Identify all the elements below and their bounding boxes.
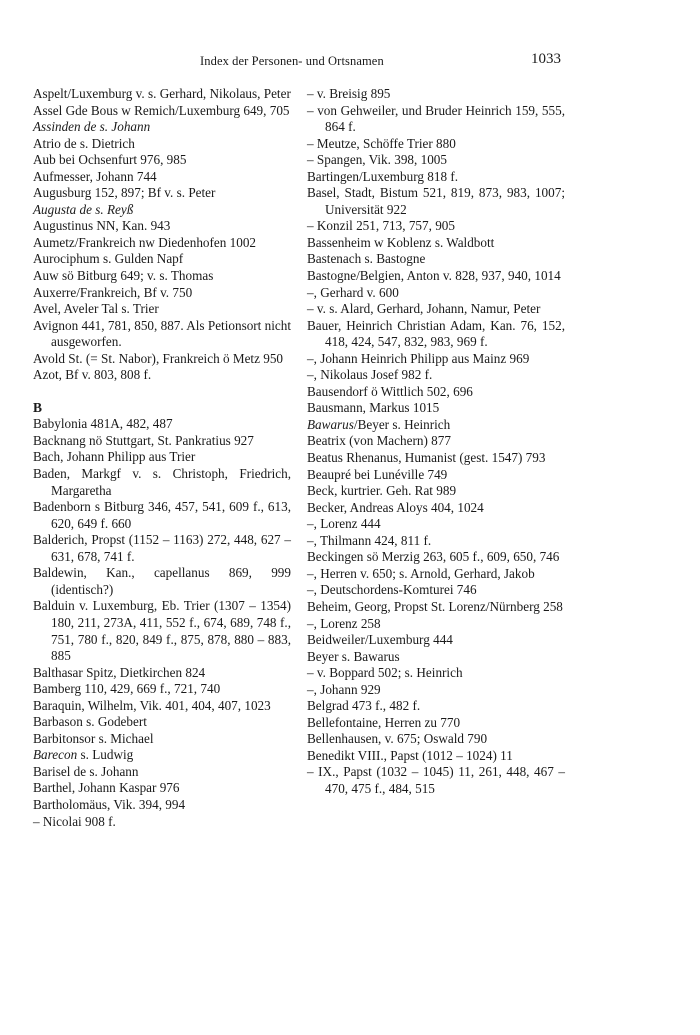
index-entry [307, 417, 565, 434]
index-entry: Auw sö Bitburg 649; v. s. Thomas [33, 268, 214, 284]
entry-italic-head: Barecon [33, 747, 78, 763]
index-entry: Balthasar Spitz, Dietkirchen 824 [33, 664, 206, 680]
index-entry: – v. s. Alard, Gerhard, Johann, Namur, Peter [307, 301, 541, 317]
index-entry: Beyer s. Bawarus [307, 648, 400, 664]
index-entry: Aspelt/Luxemburg v. s. Gerhard, Nikolaus, Peter [33, 86, 291, 101]
index-entry: Belgrad 473 f., 482 f. [307, 698, 421, 714]
index-entry: Azot, Bf v. 803, 808 f. [33, 367, 152, 383]
index-entry: Aurociphum s. Gulden Napf [33, 251, 184, 267]
entry-rest: /Beyer s. Heinrich [353, 416, 451, 432]
section-letter: B [33, 399, 43, 415]
index-entry: Balderich, Propst (1152 – 1163) 272, 448, 627 – 631, 678, 741 f. [33, 532, 291, 564]
index-entry: Assel Gde Bous w Remich/Luxemburg 649, 705 [33, 102, 290, 118]
index-entry: Bassenheim w Koblenz s. Waldbott [307, 234, 495, 250]
index-entry: –, Nikolaus Josef 982 f. [307, 367, 433, 383]
index-entry: Beheim, Georg, Propst St. Lorenz/Nürnberg 258 [307, 598, 563, 614]
index-entry: –, Gerhard v. 600 [307, 284, 399, 300]
index-entry: Bellefontaine, Herren zu 770 [307, 714, 461, 730]
index-entry: Backnang nö Stuttgart, St. Pankratius 927 [33, 432, 254, 448]
index-entry: Bamberg 110, 429, 669 f., 721, 740 [33, 681, 221, 697]
index-entry: Benedikt VIII., Papst (1012 – 1024) 11 [307, 747, 513, 763]
index-entry: Beatrix (von Machern) 877 [307, 433, 451, 449]
index-entry: –, Thilmann 424, 811 f. [307, 532, 432, 548]
index-entry: Beaupré bei Lunéville 749 [307, 466, 448, 482]
index-entry: Basel, Stadt, Bistum 521, 819, 873, 983, 1007; Universität 922 [307, 185, 565, 217]
index-entry: Barthel, Johann Kaspar 976 [33, 780, 180, 796]
index-entry: Aumetz/Frankreich nw Diedenhofen 1002 [33, 234, 257, 250]
index-entry: Beidweiler/Luxemburg 444 [307, 632, 453, 648]
index-entry: Barisel de s. Johann [33, 763, 139, 779]
index-entry: Becker, Andreas Aloys 404, 1024 [307, 499, 484, 515]
index-entry: Bausendorf ö Wittlich 502, 696 [307, 383, 473, 399]
index-entry: Assinden de s. Johann [33, 119, 151, 135]
index-entry: – Konzil 251, 713, 757, 905 [307, 218, 455, 234]
index-entry: Atrio de s. Dietrich [33, 135, 135, 151]
index-entry: – v. Boppard 502; s. Heinrich [307, 665, 463, 681]
index-entry: Baden, Markgf v. s. Christoph, Friedrich, Margaretha [33, 466, 291, 498]
index-entry: –, Herren v. 650; s. Arnold, Gerhard, Jakob [307, 565, 535, 581]
index-entry: Barbitonsor s. Michael [33, 730, 154, 746]
index-entry: Barbason s. Godebert [33, 714, 147, 730]
page-header [0, 52, 700, 72]
index-entry: –, Lorenz 258 [307, 615, 381, 631]
index-entry: Auxerre/Frankreich, Bf v. 750 [33, 284, 193, 300]
index-entry: –, Johann 929 [307, 681, 381, 697]
index-entry: Baraquin, Wilhelm, Vik. 401, 404, 407, 1023 [33, 697, 271, 713]
index-entry: – Meutze, Schöffe Trier 880 [307, 135, 456, 151]
index-entry [33, 747, 291, 764]
index-entry: Aub bei Ochsenfurt 976, 985 [33, 152, 187, 168]
index-entry: Babylonia 481A, 482, 487 [33, 416, 173, 432]
index-entry: Baldewin, Kan., capellanus 869, 999 (identisch?) [33, 565, 291, 597]
index-entry: –, Johann Heinrich Philipp aus Mainz 969 [307, 350, 530, 366]
page-number: 1033 [531, 51, 561, 67]
index-entry: Bastenach s. Bastogne [307, 251, 426, 267]
index-entry: Aufmesser, Johann 744 [33, 168, 157, 184]
index-entry: –, Deutschordens-Komturei 746 [307, 582, 477, 598]
index-entry: Bartholomäus, Vik. 394, 994 [33, 796, 186, 812]
index-entry: Avel, Aveler Tal s. Trier [33, 301, 159, 317]
index-entry: Badenborn s Bitburg 346, 457, 541, 609 f., 613, 620, 649 f. 660 [33, 499, 291, 531]
index-entry: Avignon 441, 781, 850, 887. Als Petionsort nicht ausgeworfen. [33, 317, 292, 350]
index-entry: Bausmann, Markus 1015 [307, 400, 440, 416]
index-column-left [33, 86, 291, 830]
index-entry: Augustinus NN, Kan. 943 [33, 218, 171, 234]
section-spacer [33, 384, 291, 400]
index-entry: – IX., Papst (1032 – 1045) 11, 261, 448, 467 – 470, 475 f., 484, 515 [307, 764, 565, 796]
index-entry: Beatus Rhenanus, Humanist (gest. 1547) 793 [307, 450, 546, 466]
index-entry: Beck, kurtrier. Geh. Rat 989 [307, 483, 457, 499]
index-entry: Bartingen/Luxemburg 818 f. [307, 168, 459, 184]
entry-rest: s. Ludwig [77, 747, 134, 763]
index-entry: –, Lorenz 444 [307, 516, 381, 532]
index-column-right [307, 86, 565, 798]
entry-italic-head: Bawarus [307, 416, 354, 432]
index-entry: – von Gehweiler, und Bruder Heinrich 159, 555, 864 f. [307, 102, 565, 135]
index-entry: – Nicolai 908 f. [33, 813, 116, 829]
index-entry: Bastogne/Belgien, Anton v. 828, 937, 940, 1014 [307, 268, 561, 284]
index-entry: Avold St. (= St. Nabor), Frankreich ö Metz 950 [33, 350, 284, 366]
index-entry: Augusta de s. Reyß [33, 201, 134, 217]
index-entry: Bauer, Heinrich Christian Adam, Kan. 76, 152, 418, 424, 547, 832, 983, 969 f. [307, 317, 565, 350]
running-title: Index der Personen- und Ortsnamen [200, 54, 384, 68]
index-entry: Bellenhausen, v. 675; Oswald 790 [307, 731, 488, 747]
index-entry: Beckingen sö Merzig 263, 605 f., 609, 650, 746 [307, 549, 560, 565]
index-entry: – v. Breisig 895 [307, 86, 391, 101]
index-entry: Balduin v. Luxemburg, Eb. Trier (1307 – 1354) 180, 211, 273A, 411, 552 f., 674, 689, 748 f., 751, 780 f., 820, 849 f., 875, 878, 880 – 883, 885 [33, 598, 291, 664]
index-entry: – Spangen, Vik. 398, 1005 [307, 152, 447, 168]
index-entry: Bach, Johann Philipp aus Trier [33, 449, 196, 465]
index-entry: Augusburg 152, 897; Bf v. s. Peter [33, 185, 216, 201]
